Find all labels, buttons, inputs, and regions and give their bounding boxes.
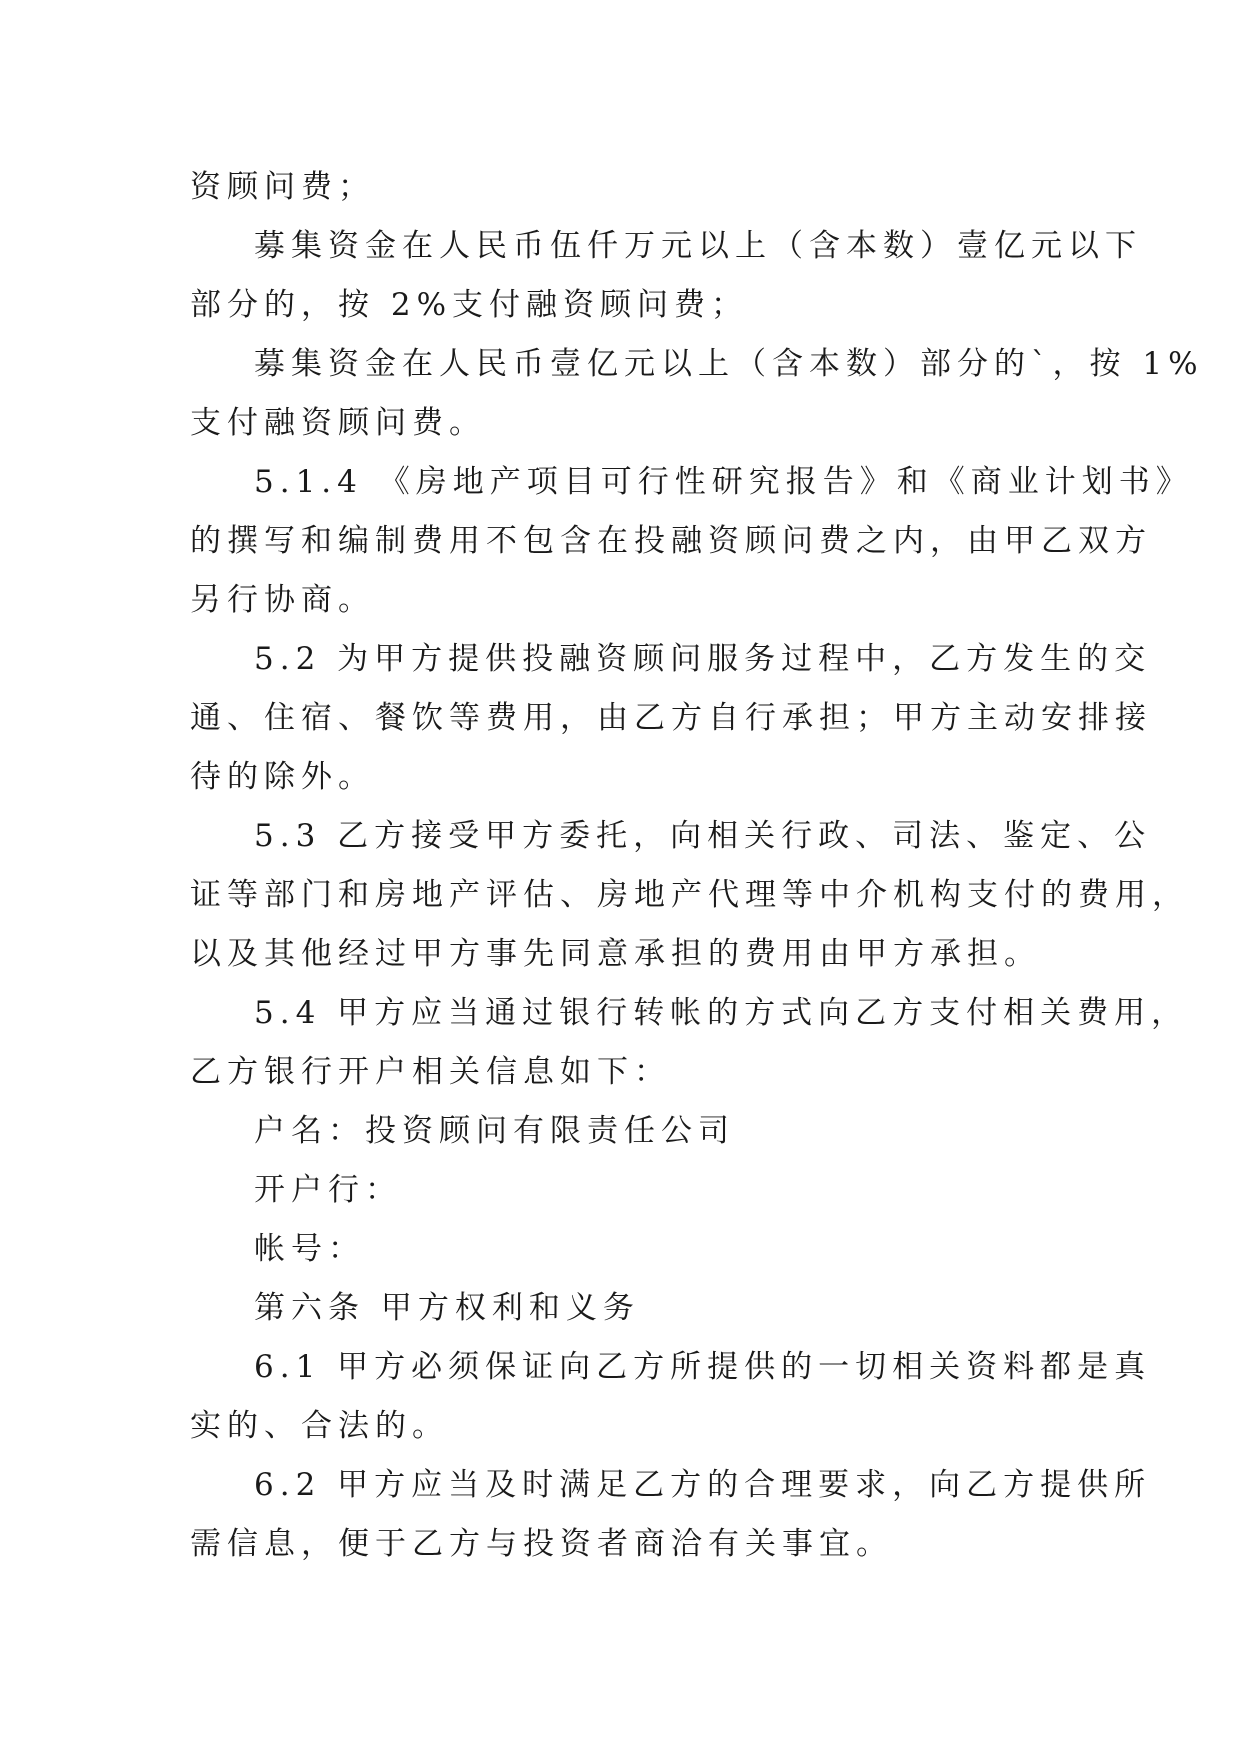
clause-5-3-line: 5.3 乙方接受甲方委托，向相关行政、司法、鉴定、公: [254, 818, 1152, 854]
paragraph-line: 募集资金在人民币壹亿元以上（含本数）部分的`，按 1%: [254, 346, 1204, 382]
section-6-heading: 第六条 甲方权利和义务: [254, 1290, 640, 1326]
paragraph-line: 待的除外。: [190, 759, 375, 795]
account-number-line: 帐号：: [254, 1231, 365, 1267]
clause-6-2-line: 6.2 甲方应当及时满足乙方的合理要求，向乙方提供所: [254, 1467, 1152, 1503]
paragraph-line: 需信息，便于乙方与投资者商洽有关事宜。: [190, 1526, 893, 1562]
clause-5-4-line: 5.4 甲方应当通过银行转帐的方式向乙方支付相关费用，: [254, 995, 1189, 1031]
clause-6-1-line: 6.1 甲方必须保证向乙方所提供的一切相关资料都是真: [254, 1349, 1152, 1385]
paragraph-line: 部分的，按 2%支付融资顾问费；: [190, 287, 749, 323]
paragraph-line: 实的、合法的。: [190, 1408, 449, 1444]
clause-5-2-line: 5.2 为甲方提供投融资顾问服务过程中，乙方发生的交: [254, 641, 1152, 677]
clause-5-1-4-line: 5.1.4 《房地产项目可行性研究报告》和《商业计划书》: [254, 464, 1193, 500]
paragraph-line: 证等部门和房地产评估、房地产代理等中介机构支付的费用，: [190, 877, 1189, 913]
paragraph-line: 另行协商。: [190, 582, 375, 618]
paragraph-line: 乙方银行开户相关信息如下：: [190, 1054, 671, 1090]
document-body: [190, 158, 1204, 1574]
paragraph-line: 资顾问费；: [190, 169, 375, 205]
paragraph-line: 通、住宿、餐饮等费用，由乙方自行承担；甲方主动安排接: [190, 700, 1152, 736]
account-name-line: 户名：投资顾问有限责任公司: [254, 1113, 735, 1149]
bank-line: 开户行：: [254, 1172, 402, 1208]
paragraph-line: 支付融资顾问费。: [190, 405, 486, 441]
paragraph-line: 的撰写和编制费用不包含在投融资顾问费之内，由甲乙双方: [190, 523, 1152, 559]
paragraph-line: 以及其他经过甲方事先同意承担的费用由甲方承担。: [190, 936, 1041, 972]
paragraph-line: 募集资金在人民币伍仟万元以上（含本数）壹亿元以下: [254, 228, 1142, 264]
